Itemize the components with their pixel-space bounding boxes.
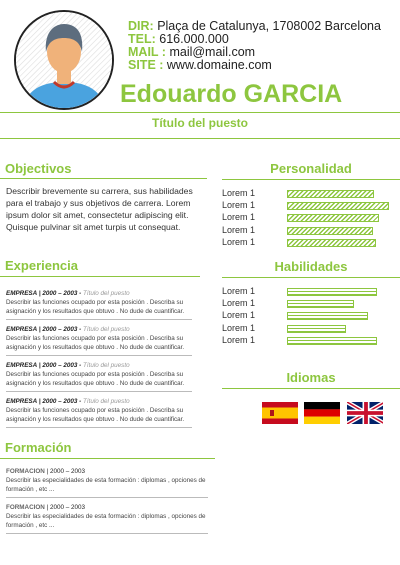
- skills-label: Lorem 1: [222, 334, 256, 345]
- job-title: Título del puesto: [152, 116, 248, 130]
- education-item: [6, 503, 216, 534]
- education-desc: Describir las especialidades de esta formación : diplomas , opciones de formación , etc ...: [6, 477, 206, 493]
- skills-level-bar: [287, 288, 377, 296]
- education-separator: [6, 497, 208, 498]
- education-separator: [6, 533, 208, 534]
- education-item: [6, 467, 216, 498]
- languages-divider: [222, 388, 400, 389]
- contact-block: [128, 20, 381, 72]
- experience-title: EMPRESA | 2000 – 2003 - Título del puesto: [6, 398, 130, 405]
- spain-flag-icon: [262, 402, 298, 424]
- objectives-divider: [0, 178, 207, 179]
- education-desc: Describir las especialidades de esta formación : diplomas , opciones de formación , etc ...: [6, 513, 206, 529]
- skills-label: Lorem 1: [222, 298, 256, 309]
- experience-item: [6, 289, 202, 320]
- header-divider: [0, 112, 400, 113]
- skills-label: Lorem 1: [222, 286, 256, 296]
- person-avatar-icon: [16, 12, 112, 108]
- personality-divider: [222, 179, 400, 180]
- experience-title: EMPRESA | 2000 – 2003 - Título del puesto: [6, 362, 130, 369]
- personality-level-bar: [287, 239, 376, 247]
- contact-email: MAIL : mail@mail.com: [128, 45, 256, 59]
- education-divider: [0, 458, 215, 459]
- personality-label: Lorem 1: [222, 236, 256, 247]
- job-divider: [0, 138, 400, 139]
- personality-level-bar: [287, 227, 373, 235]
- skills-label: Lorem 1: [222, 310, 256, 321]
- skills-label: Lorem 1: [222, 322, 256, 333]
- personality-label: Lorem 1: [222, 188, 256, 198]
- skills-divider: [222, 277, 400, 278]
- skills-level-bar: [287, 312, 368, 320]
- experience-title: EMPRESA | 2000 – 2003 - Título del puesto: [6, 326, 130, 333]
- experience-desc: Describir las funciones ocupado por esta posición . Describa su asignación y los resultados que obtuvo . No dude de cuantificar.: [6, 299, 185, 315]
- personality-heading: Personalidad: [270, 161, 352, 176]
- experience-desc: Describir las funciones ocupado por esta posición . Describa su asignación y los resultados que obtuvo . No dude de cuantificar.: [6, 407, 185, 423]
- personality-label: Lorem 1: [222, 212, 256, 223]
- experience-item: [6, 361, 202, 392]
- experience-item: [6, 325, 202, 356]
- personality-level-bar: [287, 214, 379, 222]
- experience-separator: [6, 391, 192, 392]
- languages-heading: Idiomas: [286, 370, 336, 385]
- education-title: FORMACION | 2000 – 2003: [6, 468, 85, 475]
- skills-level-bar: [287, 325, 346, 333]
- personality-level-bar: [287, 202, 389, 210]
- education-title: FORMACION | 2000 – 2003: [6, 504, 85, 511]
- skills-heading: Habilidades: [274, 259, 348, 274]
- experience-separator: [6, 319, 192, 320]
- experience-desc: Describir las funciones ocupado por esta posición . Describa su asignación y los resultados que obtuvo . No dude de cuantificar.: [6, 335, 185, 351]
- education-heading: Formación: [5, 440, 72, 455]
- experience-heading: Experiencia: [5, 258, 78, 273]
- skills-level-bar: [287, 300, 354, 308]
- personality-label: Lorem 1: [222, 224, 256, 235]
- avatar: [14, 10, 114, 110]
- experience-separator: [6, 355, 192, 356]
- contact-address: DIR: Plaça de Catalunya, 1708002 Barcelona: [128, 19, 381, 33]
- personality-label: Lorem 1: [222, 200, 256, 211]
- experience-desc: Describir las funciones ocupado por esta posición . Describa su asignación y los resultados que obtuvo . No dude de cuantificar.: [6, 371, 185, 387]
- experience-divider: [0, 276, 200, 277]
- skills-level-bar: [287, 337, 377, 345]
- experience-title: EMPRESA | 2000 – 2003 - Título del puesto: [6, 290, 130, 297]
- experience-item: [6, 397, 202, 428]
- uk-flag-icon: [347, 402, 383, 424]
- objectives-text: Describir brevemente su carrera, sus habilidades para el trabajo y sus objetivos de carrera. Lorem ipsum dolor sit amet, consectetur adipiscing elit. Quisque pulvinar sit amet turpis ut consequat.: [6, 186, 193, 232]
- personality-level-bar: [287, 190, 374, 198]
- contact-phone: TEL: 616.000.000: [128, 32, 229, 46]
- germany-flag-icon: [304, 402, 340, 424]
- experience-separator: [6, 427, 192, 428]
- person-name: Edouardo GARCIA: [120, 80, 343, 108]
- contact-site: SITE : www.domaine.com: [128, 58, 272, 72]
- objectives-heading: Objectivos: [5, 161, 72, 176]
